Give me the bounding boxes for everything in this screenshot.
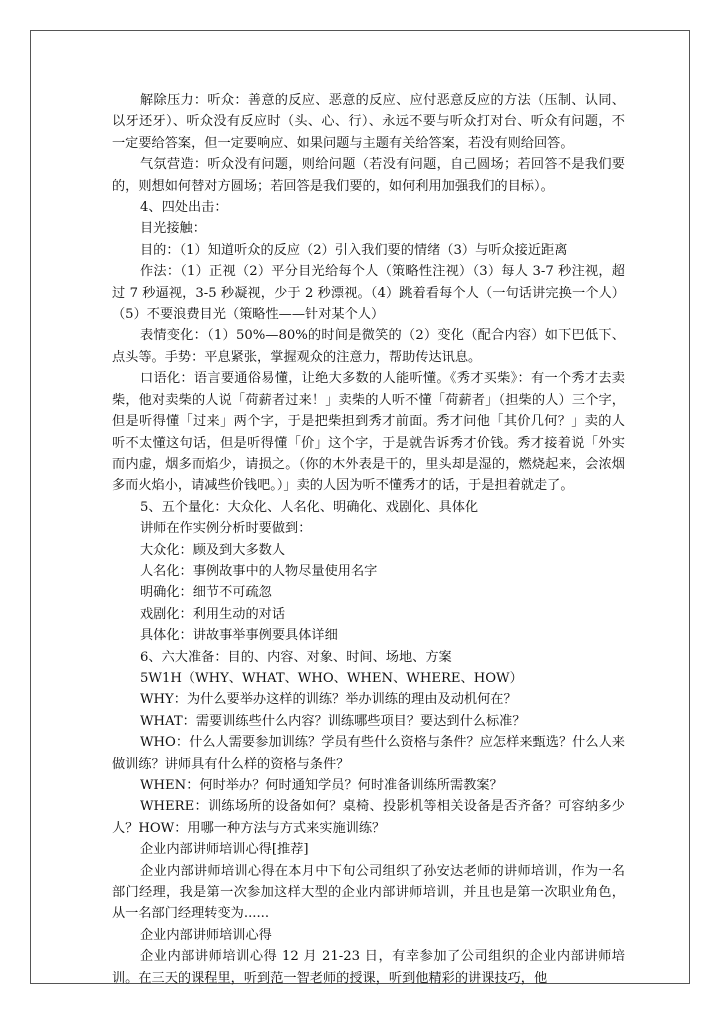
paragraph: 表情变化：（1）50%—80%的时间是微笑的（2）变化（配合内容）如下巴低下、点头等。手势：平息紧张，掌握观众的注意力，帮助传达讯息。 [112,328,625,365]
list-item: WHO：什么人需要参加训练？学员有些什么资格与条件？应怎样来甄选？什么人来做训练？讲师具有什么样的资格与条件？ [112,735,625,772]
subheading: 目光接触： [140,221,206,237]
paragraph: 企业内部讲师培训心得 12 月 21-23 日，有幸参加了公司组织的企业内部讲师培训。在三天的课程里，听到范一智老师的授课，听到他精彩的讲课技巧，他 [112,949,625,986]
list-item: 戏剧化：利用生动的对话 [140,606,286,622]
list-item: WHERE：训练场所的设备如何？桌椅、投影机等相关设备是否齐备？可容纳多少人？HOW：用哪一种方法与方式来实施训练？ [112,799,625,836]
paragraph: 解除压力：听众：善意的反应、恶意的反应、应付恶意反应的方法（压制、认同、以牙还牙）、听众没有反应时（头、心、行）、永远不要与听众打对台、听众有问题，不一定要给答案，但一定要响应、如果问题与主题有关给答案，若没有则给回答。 [112,93,625,151]
section-heading: 5、五个量化：大众化、人名化、明确化、戏剧化、具体化 [140,499,479,515]
article-title: 企业内部讲师培训心得 [140,927,272,943]
list-item: WHEN：何时举办？何时通知学员？何时准备训练所需教案？ [140,778,503,793]
paragraph: 气氛营造：听众没有问题，则给问题（若没有问题，自己圆场；若回答不是我们要的，则想如何替对方圆场；若回答是我们要的，如何利用加强我们的目标）。 [112,157,625,194]
list-item: WHAT：需要训练些什么内容？训练哪些项目？要达到什么标准？ [140,713,526,729]
paragraph: 企业内部讲师培训心得在本月中下旬公司组织了孙安达老师的讲师培训，作为一名部门经理，我是第一次参加这样大型的企业内部讲师培训，并且也是第一次职业角色，从一名部门经理转变为...... [112,863,625,922]
list-item: 人名化：事例故事中的人物尽量使用名字 [140,563,378,579]
list-item: 明确化：细节不可疏忽 [140,585,272,601]
paragraph: 作法：（1）正视（2）平分目光给每个人（策略性注视）（3）每人 3-7 秒注视，超过 7 秒逼视，3-5 秒凝视，少于 2 秒漂视。（4）跳着看每个人（一句话讲完换一个人）（5）不要浪费目光（策略性——针对某个人） [112,264,625,323]
list-item: WHY：为什么要举办这样的训练？举办训练的理由及动机何在？ [140,692,517,708]
article-title: 企业内部讲师培训心得[推荐] [140,842,309,858]
paragraph: 5W1H（WHY、WHAT、WHO、WHEN、WHERE、HOW） [140,670,523,686]
paragraph: 口语化：语言要通俗易懂，让绝大多数的人能听懂。《秀才买柴》：有一个秀才去卖柴，他对卖柴的人说「荷薪者过来！」卖柴的人听不懂「荷薪者」（担柴的人）三个字，但是听得懂「过来」两个字，于是把柴担到秀才前面。秀才问他「其价几何？」卖的人听不太懂这句话，但是听得懂「价」这个字，于是就告诉秀才价钱。秀才接着说「外实而内虚，烟多而焰少，请损之。（你的木外表是干的，里头却是湿的，燃烧起来，会浓烟多而火焰小，请减些价钱吧。）」卖的人因为听不懂秀才的话，于是担着就走了。 [112,371,625,494]
paragraph: 目的：（1）知道听众的反应（2）引入我们要的情绪（3）与听众接近距离 [140,242,568,258]
document-body [112,90,625,989]
section-heading: 6、六大准备：目的、内容、对象、时间、场地、方案 [140,649,452,665]
paragraph: 讲师在作实例分析时要做到： [140,521,312,537]
list-item: 大众化：顾及到大多数人 [140,542,286,558]
list-item: 具体化：讲故事举事例要具体详细 [140,628,338,644]
section-heading: 4、四处出击： [140,200,228,216]
